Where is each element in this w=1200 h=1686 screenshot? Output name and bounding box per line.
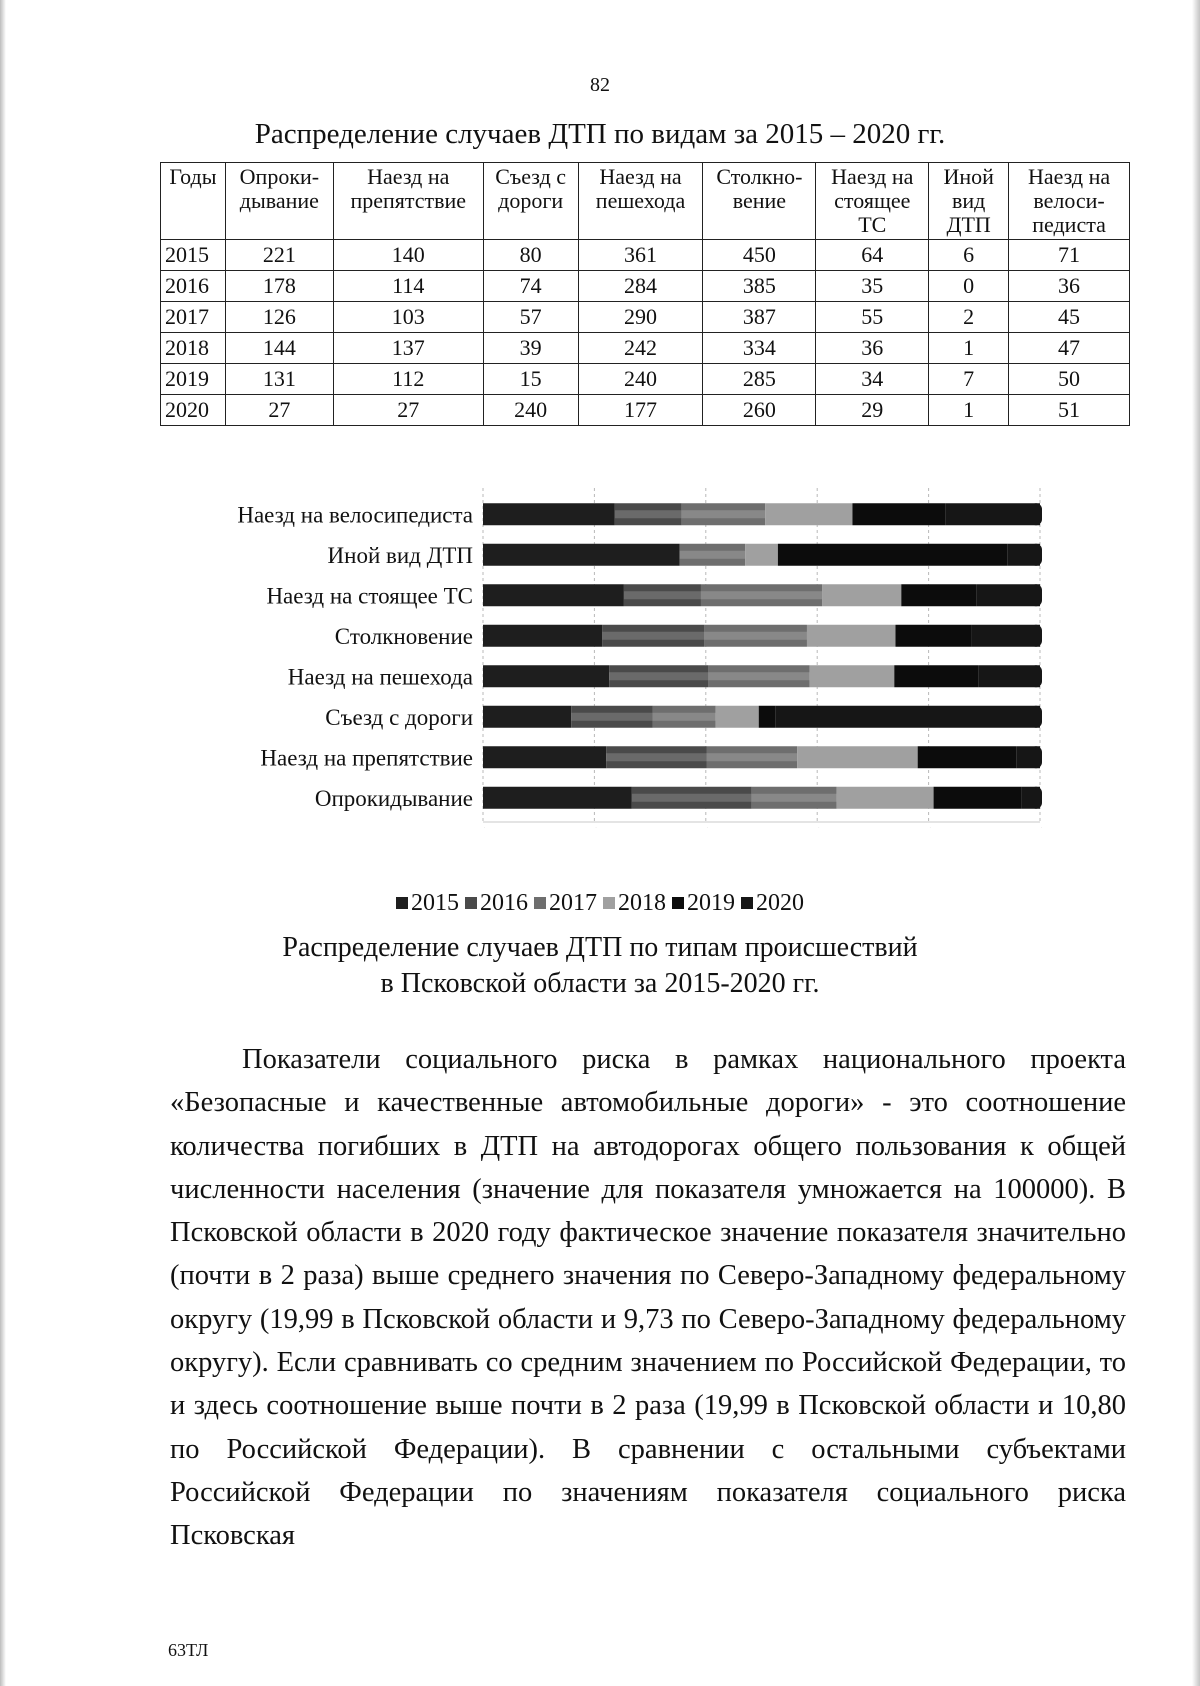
table-cell: 290 [578,302,703,333]
table-cell: 242 [578,333,703,364]
table-cell: 29 [816,395,929,426]
table-cell: 144 [225,333,333,364]
table-cell: 51 [1009,395,1130,426]
table-cell: 178 [225,271,333,302]
category-label: Опрокидывание [314,785,473,811]
table-year-cell: 2020 [161,395,226,426]
bar-segment [483,584,624,606]
bar-segment [483,625,602,647]
table-cell: 361 [578,240,703,271]
table-cell: 450 [703,240,816,271]
bar-segment [901,584,976,606]
bar-segment [822,584,901,606]
legend-item [534,890,597,917]
bar-end-cap [1030,746,1042,768]
bar-texture [701,591,822,599]
table-cell: 35 [816,271,929,302]
bar-segment [483,746,606,768]
legend-swatch [396,897,408,909]
table-cell: 27 [333,395,483,426]
bar-texture [704,632,807,640]
chart-caption [0,930,1200,1002]
bar-end-cap [1030,665,1042,687]
table-cell: 126 [225,302,333,333]
bar-end-cap [1030,625,1042,647]
bar-segment [934,787,1022,809]
table-cell: 39 [483,333,578,364]
bar-texture [707,753,798,761]
table-cell: 15 [483,364,578,395]
table-cell: 260 [703,395,816,426]
table-year-cell: 2016 [161,271,226,302]
table-cell: 57 [483,302,578,333]
bar-texture [680,551,746,559]
accidents-table [160,162,1130,426]
table-cell: 103 [333,302,483,333]
table-cell: 27 [225,395,333,426]
table-cell: 137 [333,333,483,364]
legend-item [741,890,804,917]
table-cell: 140 [333,240,483,271]
bar-texture [606,753,706,761]
table-cell: 45 [1009,302,1130,333]
bar-end-cap [1030,544,1042,566]
table-header-cell: Иной вид ДТП [929,163,1009,240]
bar-texture [609,672,708,680]
table-row [161,333,1130,364]
bar-texture [615,510,682,518]
table-cell: 114 [333,271,483,302]
bar-texture [752,794,837,802]
bar-segment [759,706,776,728]
bar-texture [571,713,653,721]
table-cell: 6 [929,240,1009,271]
body-paragraph: Показатели социального риска в рамках национального проекта «Безопасные и качественные автомобильные дороги» - это соотношение количества погибших в ДТП на автодорогах общего пользования к общей численности населения (значение для показателя умножается на 100000). В Псковской области в 2020 году фактическое значение показателя значительно (почти в 2 раза) выше среднего значения по Северо-Западному федеральному округу (19,99 в Псковской области и 9,73 по Северо-Западному федеральному округу). Если сравнивать со средним значением по Российской Федерации, то и здесь соотношение выше почти в 2 раза (19,99 в Псковской области и 10,80 по Российской Федерации). В сравнении с остальными субъектами Российской Федерации по значениям показателя социального риска Псковская [170,1044,1126,1552]
table-row [161,364,1130,395]
bar-texture [602,632,704,640]
table-header-cell: Опроки- дывание [225,163,333,240]
legend-item [672,890,735,917]
legend-label: 2015 [411,890,459,916]
chart-legend [0,890,1200,917]
bar-end-cap [1030,503,1042,525]
legend-item [465,890,528,917]
table-row [161,240,1130,271]
table-cell: 50 [1009,364,1130,395]
legend-label: 2020 [756,890,804,916]
bar-texture [653,713,716,721]
bar-end-cap [1030,584,1042,606]
scan-edge-right [1192,0,1200,1686]
table-cell: 80 [483,240,578,271]
bar-end-cap [1030,706,1042,728]
table-cell: 55 [816,302,929,333]
table-cell: 387 [703,302,816,333]
table-row [161,395,1130,426]
bar-segment [945,503,1040,525]
legend-item [396,890,459,917]
table-cell: 385 [703,271,816,302]
table-header-cell: Съезд с дороги [483,163,578,240]
bar-segment [837,787,934,809]
legend-swatch [534,897,546,909]
bar-chart [195,488,1055,828]
legend-swatch [741,897,753,909]
table-row [161,271,1130,302]
table-cell: 36 [816,333,929,364]
scan-edge-left [0,0,6,1686]
table-cell: 71 [1009,240,1130,271]
bar-segment [483,503,615,525]
legend-label: 2016 [480,890,528,916]
table-cell: 112 [333,364,483,395]
table-year-cell: 2019 [161,364,226,395]
table-year-cell: 2015 [161,240,226,271]
table-cell: 47 [1009,333,1130,364]
bar-segment [896,625,972,647]
table-cell: 64 [816,240,929,271]
bar-segment [483,544,680,566]
category-label: Наезд на велосипедиста [237,502,473,528]
table-cell: 285 [703,364,816,395]
table-year-cell: 2017 [161,302,226,333]
bar-segment [852,503,945,525]
table-year-cell: 2018 [161,333,226,364]
chart-caption-line-2: в Псковской области за 2015-2020 гг. [380,968,820,999]
table-cell: 177 [578,395,703,426]
table-cell: 284 [578,271,703,302]
table-cell: 240 [578,364,703,395]
bar-texture [708,672,809,680]
table-header-cell: Наезд на велоси- педиста [1009,163,1130,240]
bar-texture [632,794,752,802]
chart-caption-line-1: Распределение случаев ДТП по типам происшествий [282,932,918,963]
bar-segment [778,544,1007,566]
table-cell: 240 [483,395,578,426]
table-cell: 2 [929,302,1009,333]
bar-segment [483,787,632,809]
legend-label: 2018 [618,890,666,916]
table-cell: 131 [225,364,333,395]
bar-segment [894,665,978,687]
legend-swatch [603,897,615,909]
table-cell: 7 [929,364,1009,395]
bar-segment [745,544,778,566]
table-cell: 36 [1009,271,1130,302]
table-header-cell: Наезд на препятствие [333,163,483,240]
category-label: Съезд с дороги [325,704,473,730]
bar-segment [765,503,852,525]
legend-item [603,890,666,917]
table-row [161,302,1130,333]
bar-segment [971,625,1040,647]
footer-code: 63ТЛ [168,1640,209,1660]
bar-chart-svg [195,488,1055,828]
bar-segment [797,746,918,768]
bar-segment [918,746,1017,768]
bar-segment [483,665,609,687]
table-cell: 0 [929,271,1009,302]
table-cell: 221 [225,240,333,271]
table-header-cell: Наезд на пешехода [578,163,703,240]
bar-segment [483,706,571,728]
table-cell: 74 [483,271,578,302]
table-cell: 1 [929,333,1009,364]
bar-segment [716,706,759,728]
legend-label: 2019 [687,890,735,916]
category-label: Наезд на препятствие [260,745,473,771]
category-label: Иной вид ДТП [327,542,473,568]
table-title: Распределение случаев ДТП по видам за 2015 – 2020 гг. [254,118,946,150]
table-header-cell: Столкно- вение [703,163,816,240]
legend-swatch [465,897,477,909]
bar-texture [682,510,766,518]
bar-segment [807,625,896,647]
table-header-cell: Наезд на стоящее ТС [816,163,929,240]
legend-label: 2017 [549,890,597,916]
bar-end-cap [1030,787,1042,809]
legend-swatch [672,897,684,909]
table-cell: 334 [703,333,816,364]
bar-segment [775,706,1040,728]
page-number: 82 [590,74,610,96]
category-label: Столкновение [334,623,473,649]
table-cell: 1 [929,395,1009,426]
bar-texture [624,591,701,599]
table-header-row [161,163,1130,240]
category-label: Наезд на пешехода [287,664,473,690]
table-header-cell: Годы [161,163,226,240]
bar-segment [810,665,895,687]
category-label: Наезд на стоящее ТС [266,583,473,609]
table-cell: 34 [816,364,929,395]
table-body [161,240,1130,426]
